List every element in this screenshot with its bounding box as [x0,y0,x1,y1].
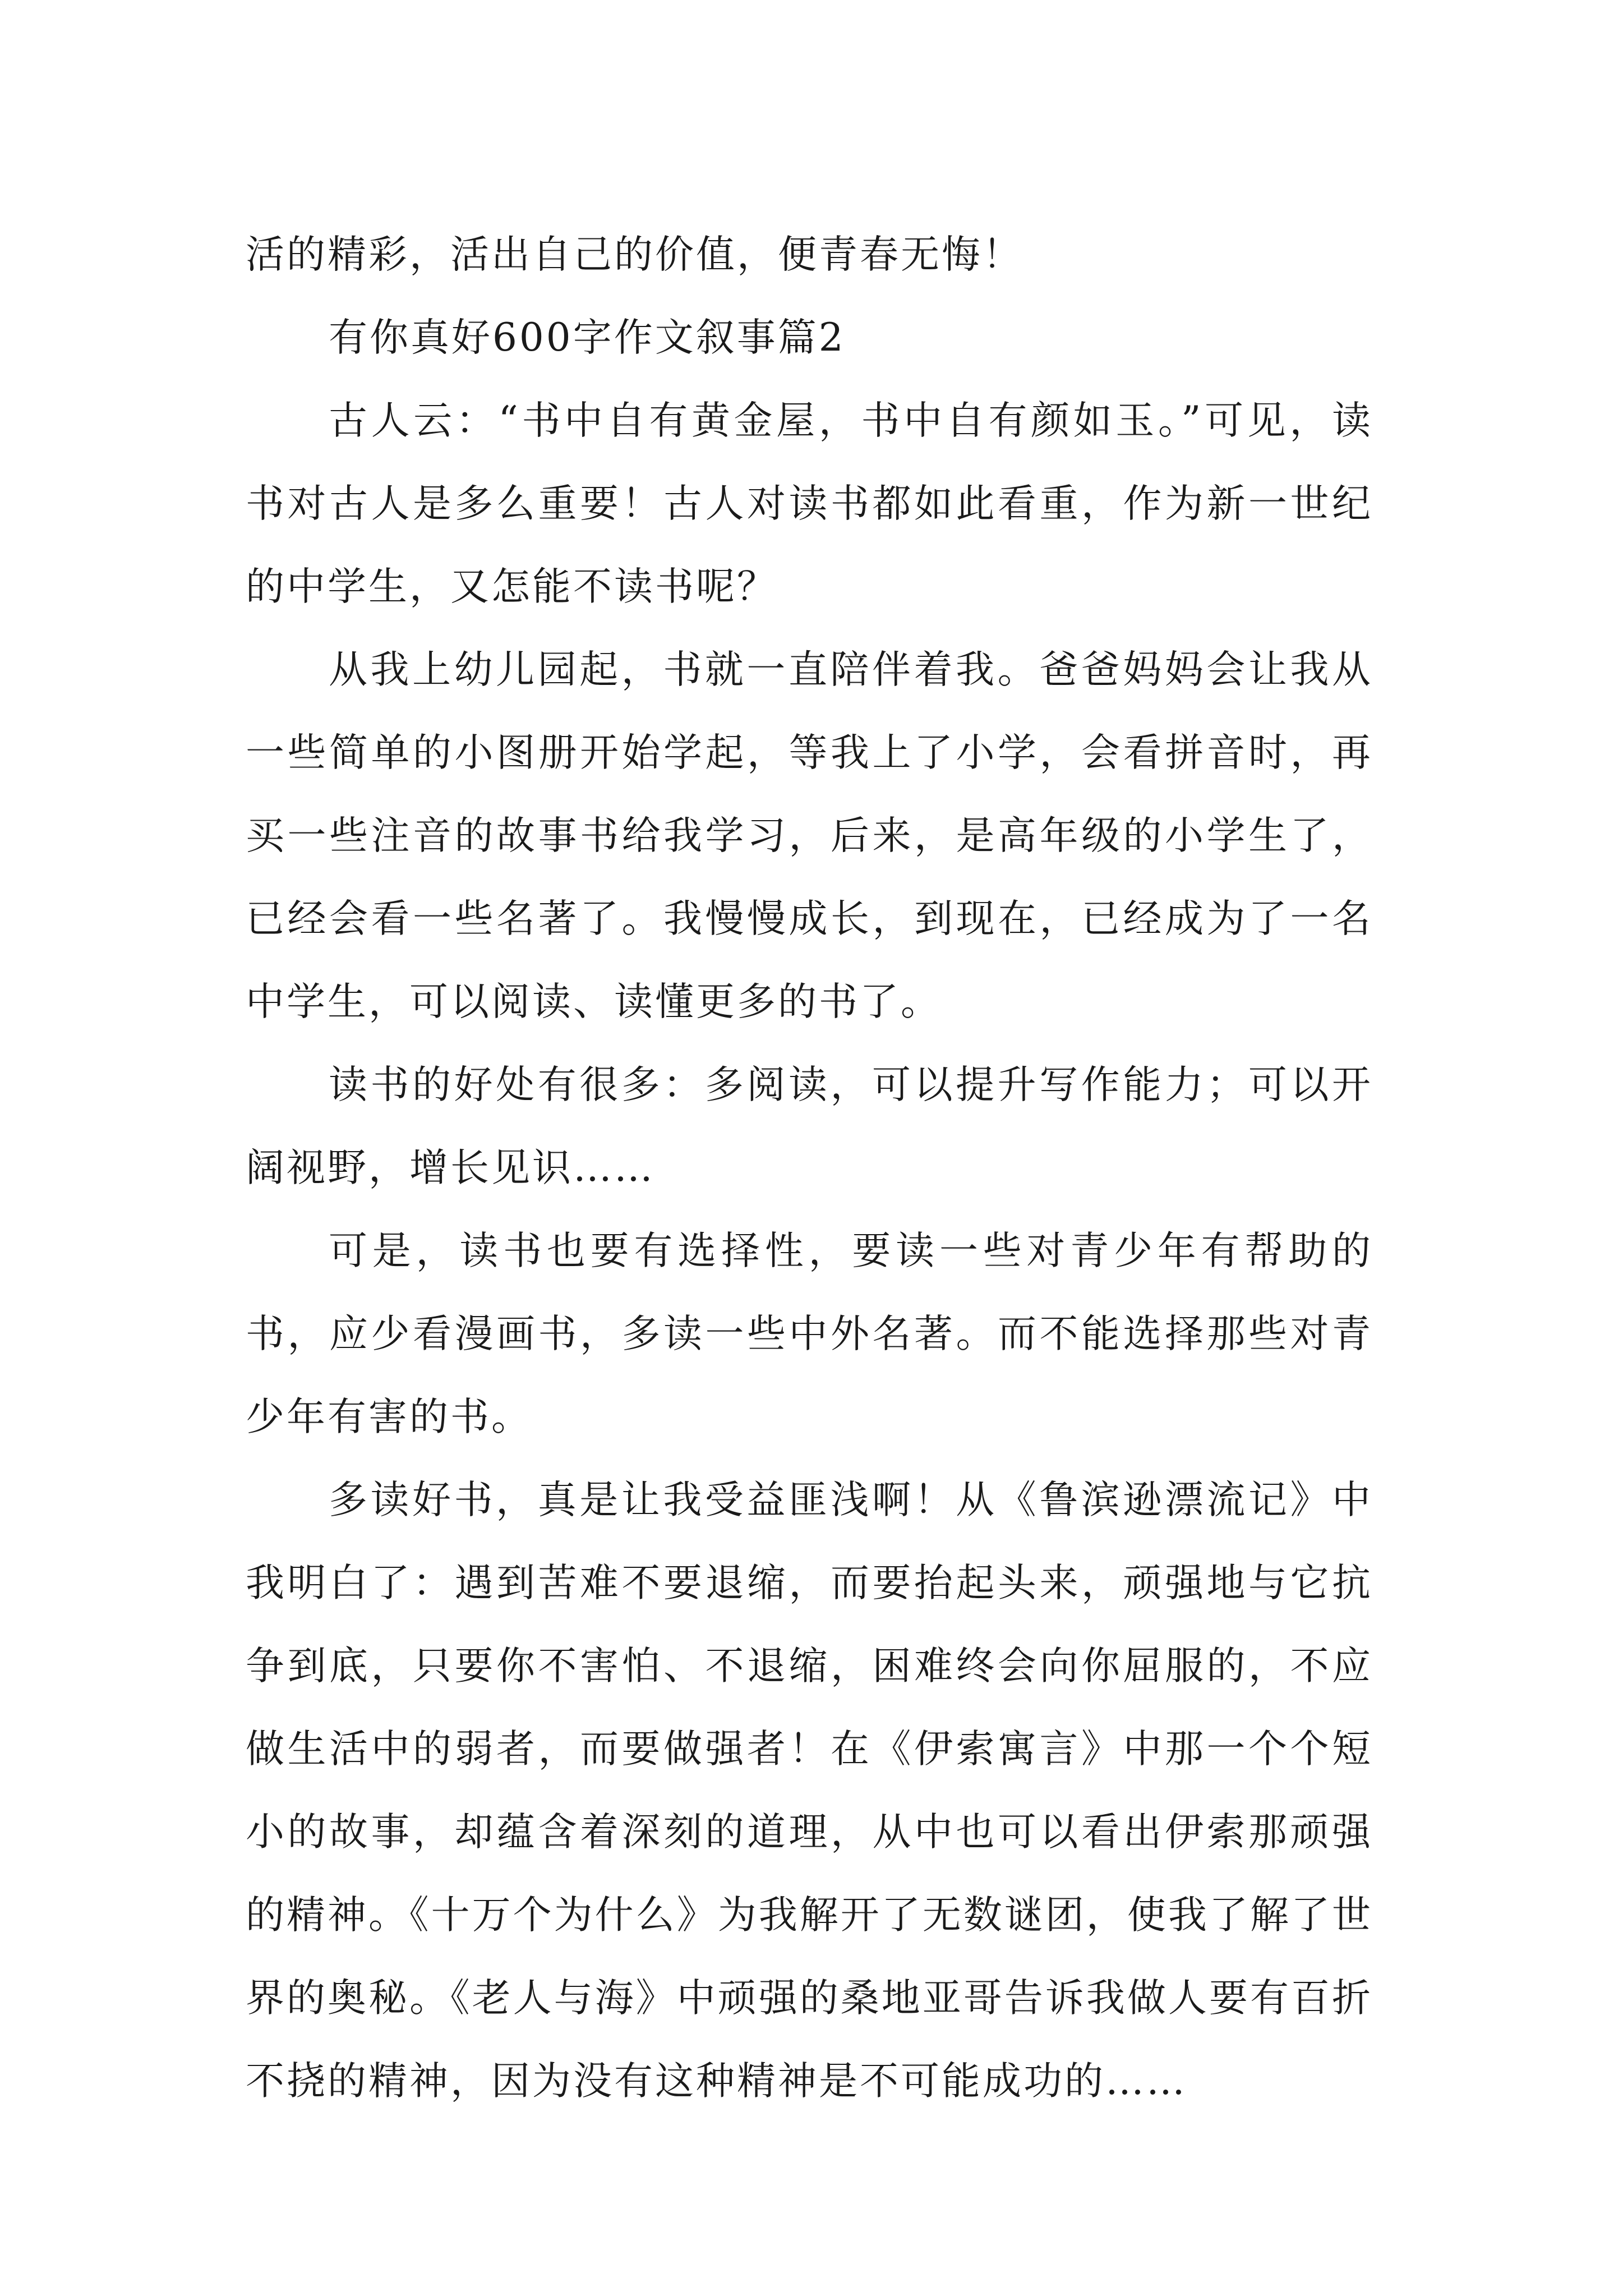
paragraph: 读书的好处有很多：多阅读，可以提升写作能力；可以开阔视野，增长见识…… [246,1062,1373,1190]
section-heading: 有你真好600字作文叙事篇2 [329,315,846,360]
document-body [246,213,1373,2123]
paragraph-continuation: 活的精彩，活出自己的价值，便青春无悔！ [246,232,1023,277]
paragraph: 古人云：“书中自有黄金屋，书中自有颜如玉。”可见，读书对古人是多么重要！古人对读书都如此看重，作为新一世纪的中学生，又怎能不读书呢？ [246,398,1373,609]
paragraph: 从我上幼儿园起，书就一直陪伴着我。爸爸妈妈会让我从一些简单的小图册开始学起，等我上了小学，会看拼音时，再买一些注音的故事书给我学习，后来，是高年级的小学生了，已经会看一些名著了。我慢慢成长，到现在，已经成为了一名中学生，可以阅读、读懂更多的书了。 [246,647,1373,1024]
paragraph: 可是，读书也要有选择性，要读一些对青少年有帮助的书，应少看漫画书，多读一些中外名著。而不能选择那些对青少年有害的书。 [246,1228,1373,1439]
paragraph: 多读好书，真是让我受益匪浅啊！从《鲁滨逊漂流记》中我明白了：遇到苦难不要退缩，而要抬起头来，顽强地与它抗争到底，只要你不害怕、不退缩，困难终会向你屈服的，不应做生活中的弱者，而要做强者！在《伊索寓言》中那一个个短小的故事，却蕴含着深刻的道理，从中也可以看出伊索那顽强的精神。《十万个为什么》为我解开了无数谜团，使我了解了世界的奥秘。《老人与海》中顽强的桑地亚哥告诉我做人要有百折不挠的精神，因为没有这种精神是不可能成功的…… [246,1478,1373,2104]
